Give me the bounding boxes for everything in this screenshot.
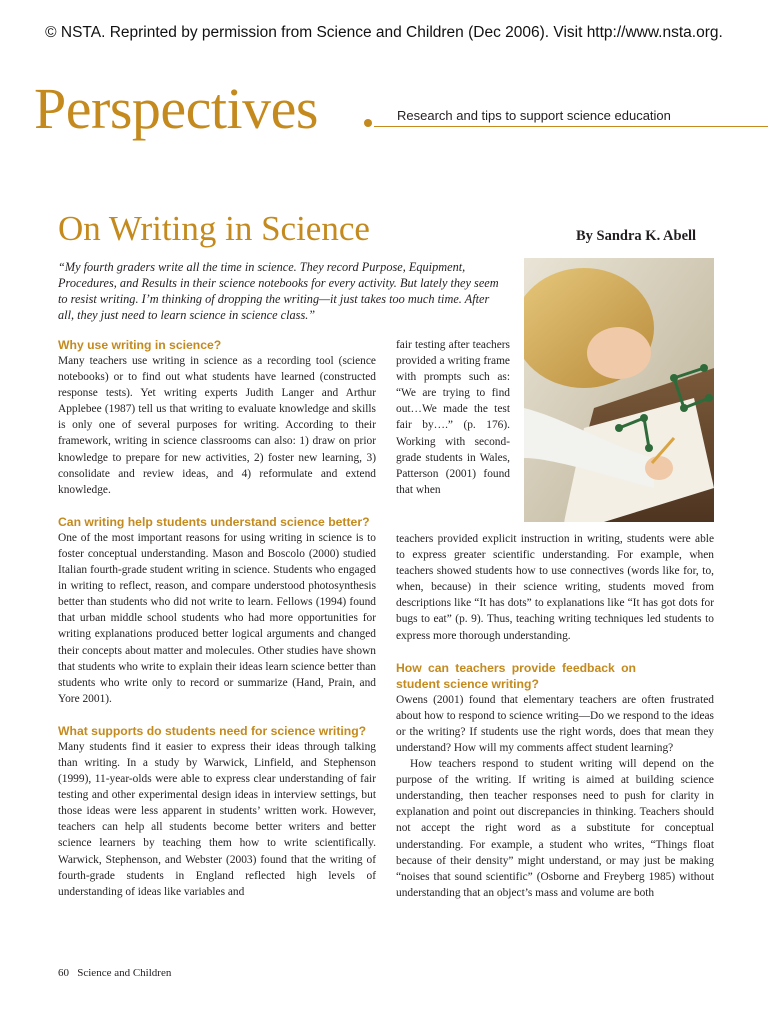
masthead-rule bbox=[374, 126, 768, 127]
tagline: Research and tips to support science education bbox=[397, 108, 671, 123]
paragraph-why-use-writing: Many teachers use writing in science as a recording tool (science notebooks) or to find out what students have learned (constructed response tests). Yet writing experts Judith Langer and Arthur Applebee (1987) tell us that writing to evaluate knowledge and skills is only one of several purposes for writing. According to their framework, writing in science classrooms can also: 1) draw on prior knowledge to prepare for new activities, 2) foster new learning, 3) consolidate and review ideas, and 4) reformulate and extend knowledge. bbox=[58, 355, 376, 496]
page-footer: 60 Science and Children bbox=[58, 967, 172, 979]
article-title: On Writing in Science bbox=[58, 209, 370, 248]
masthead: Perspectives bbox=[34, 76, 318, 141]
heading-what-supports: What supports do students need for science writing? bbox=[58, 723, 367, 738]
paragraph-owens: Owens (2001) found that elementary teachers are often frustrated about how to respond to science writing—Do we respond to the ideas or the writing? If students use the right words, does that mean they understand? How will my comments affect student learning? bbox=[396, 693, 714, 754]
intro-quote: “My fourth graders write all the time in science. They record Purpose, Equipment, Procedures, and Results in their science notebooks for every activity. But lately they seem to resist writing. I’m thinking of dropping the writing—it just takes too much time. After all, they just need to learn science in science class.” bbox=[58, 260, 499, 322]
heading-why-use-writing: Why use writing in science? bbox=[58, 338, 222, 352]
paragraph-can-writing-help: One of the most important reasons for using writing in science is to foster conceptual understanding. Mason and Boscolo (2000) studied Italian fourth-grade student writing in science. Students who engaged in writing to reflect, reason, and compare understood photosynthesis better than students who did not write to learn. Fellows (1994) found that urban middle school students who had more opportunities for writing explanations produced better logical arguments and changed their concepts about matter and molecules. Other studies have shown that students who write to explain their ideas learn science better than students who write only to record or summarize (Hand, Prain, and Yore 2001). bbox=[58, 531, 376, 705]
student-photo-illustration bbox=[524, 258, 714, 522]
student-photo bbox=[524, 258, 714, 522]
byline: By Sandra K. Abell bbox=[576, 228, 697, 244]
paragraph-respond: How teachers respond to student writing will depend on the purpose of the writing. If writing is aimed at building science understanding, then teacher responses need to push for clarity in explanation and point out discrepancies in thinking. Teachers should not accept the right word as a substitute for conceptual understanding. For example, a student who writes, “Things float because of their density” might understand, or may just be making “noises that sound scientific” (Osborne and Freyberg 1985) without understanding that an object’s mass and volume are both bbox=[396, 758, 714, 899]
paragraph-fair-testing: fair testing after teachers provided a writing frame with prompts such as: “We are trying to find out…We made the test fair by….” (p. 176). Working with second-grade students in Wales, Patterson (2001) found that when bbox=[396, 339, 510, 496]
paragraph-explicit-instruction: teachers provided explicit instruction in writing, students were able to express greater scientific understanding. For example, when teachers showed students how to use connectives (words like for, to, when, because) in their science writing, students moved from descriptions like “It has dots” to explanations like “It has got dots for bugs to eat” (p. 9). Thus, teaching writing techniques led students to express more thorough understanding. bbox=[396, 533, 714, 642]
copyright-notice: © NSTA. Reprinted by permission from Science and Children (Dec 2006). Visit http://www.nsta.org. bbox=[45, 24, 723, 41]
right-column-narrow bbox=[396, 337, 510, 498]
heading-can-writing-help: Can writing help students understand science better? bbox=[58, 514, 370, 529]
left-column bbox=[58, 337, 376, 900]
heading-feedback: How can teachers provide feedback on student science writing? bbox=[396, 660, 636, 691]
right-column-wide bbox=[396, 531, 714, 901]
paragraph-what-supports: Many students find it easier to express their ideas through talking than writing. In a study by Warwick, Linfield, and Stephenson (1999), 11-year-olds were able to express clear understanding of fair testing and other experimental design ideas in interview settings, but those ideas were less apparent in students’ written work. However, teachers can help all students become better writers and better science learners by teaching them how to write scientifically. Warwick, Stephenson, and Webster (2003) found that the writing of fourth-grade students in England reflected high levels of understanding of ideas like variables and bbox=[58, 740, 376, 898]
masthead-dot bbox=[364, 119, 372, 127]
